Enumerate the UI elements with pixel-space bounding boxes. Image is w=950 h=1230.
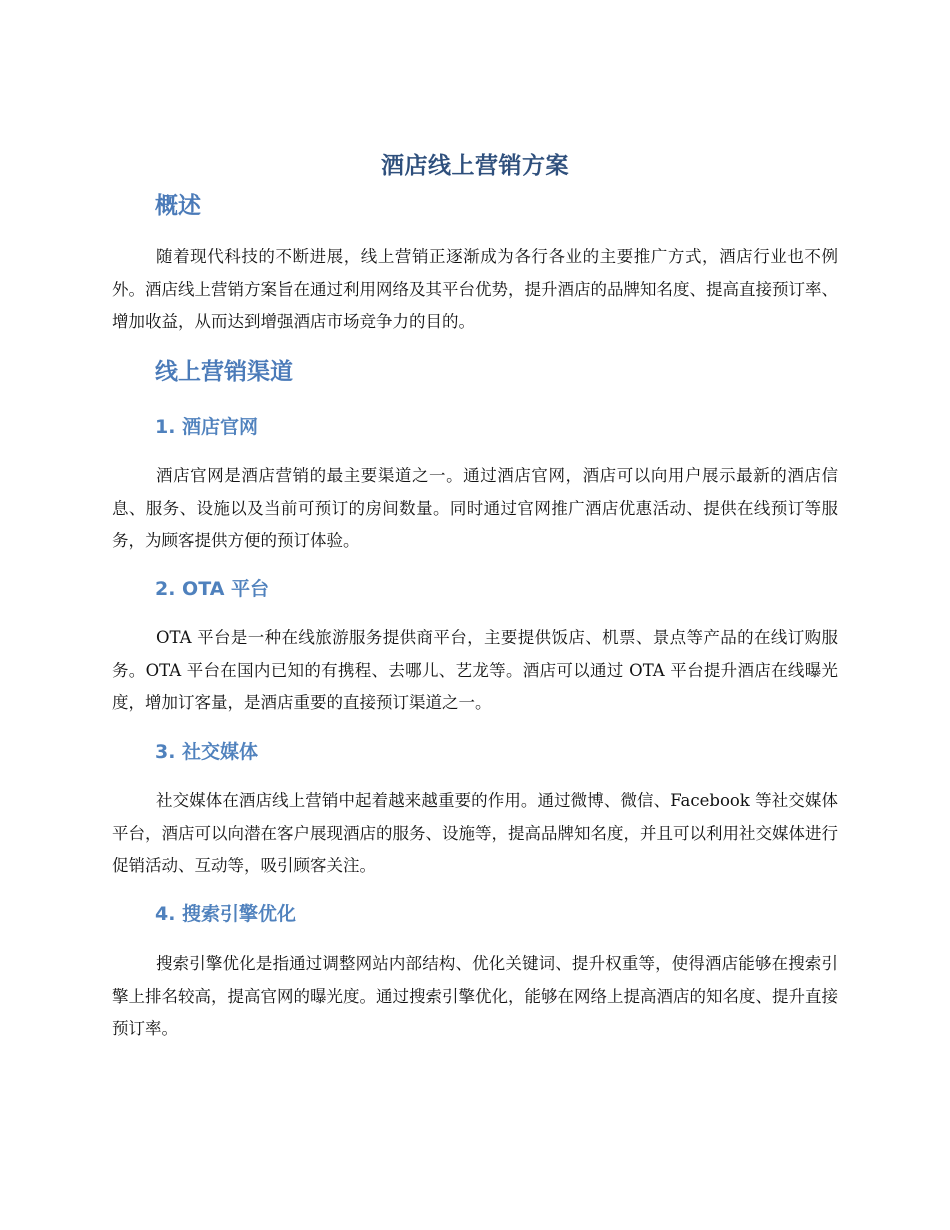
document-title: 酒店线上营销方案: [381, 153, 569, 179]
channel-1-heading: 1. 酒店官网: [155, 416, 259, 438]
channel-4-paragraph: 搜索引擎优化是指通过调整网站内部结构、优化关键词、提升权重等，使得酒店能够在搜索引擎上排名较高，提高官网的曝光度。通过搜索引擎优化，能够在网络上提高酒店的知名度、提升直接预订率。: [112, 954, 838, 1038]
channel-1-paragraph: 酒店官网是酒店营销的最主要渠道之一。通过酒店官网，酒店可以向用户展示最新的酒店信息、服务、设施以及当前可预订的房间数量。同时通过官网推广酒店优惠活动、提供在线预订等服务，为顾客提供方便的预订体验。: [112, 466, 838, 550]
channel-3-heading: 3. 社交媒体: [155, 741, 259, 763]
channels-heading: 线上营销渠道: [155, 359, 293, 385]
overview-heading: 概述: [155, 193, 201, 219]
overview-paragraph: 随着现代科技的不断进展，线上营销正逐渐成为各行各业的主要推广方式，酒店行业也不例外。酒店线上营销方案旨在通过利用网络及其平台优势，提升酒店的品牌知名度、提高直接预订率、增加收益，从而达到增强酒店市场竞争力的目的。: [112, 247, 838, 331]
channel-4-heading: 4. 搜索引擎优化: [155, 903, 297, 925]
channel-2-paragraph: OTA 平台是一种在线旅游服务提供商平台，主要提供饭店、机票、景点等产品的在线订购服务。OTA 平台在国内已知的有携程、去哪儿、艺龙等。酒店可以通过 OTA 平台提升酒店在线曝光度，增加订客量，是酒店重要的直接预订渠道之一。: [112, 628, 838, 712]
channel-2-heading: 2. OTA 平台: [155, 578, 270, 600]
channel-3-paragraph: 社交媒体在酒店线上营销中起着越来越重要的作用。通过微博、微信、Facebook 等社交媒体平台，酒店可以向潜在客户展现酒店的服务、设施等，提高品牌知名度，并且可以利用社交媒体进行促销活动、互动等，吸引顾客关注。: [112, 791, 838, 875]
